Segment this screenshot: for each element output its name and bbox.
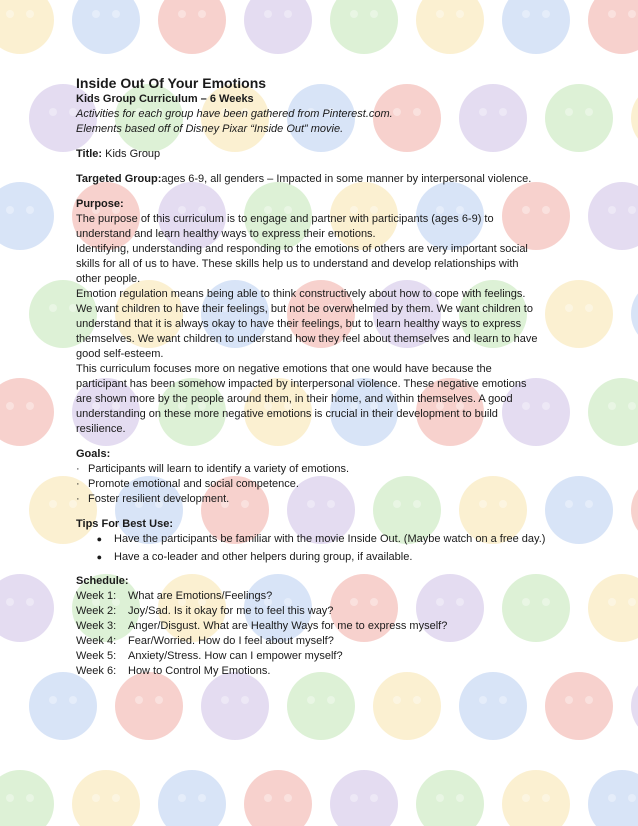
emoji-face-icon (0, 0, 54, 54)
emoji-face-icon (72, 770, 140, 826)
purpose-line: This curriculum focuses more on negative emotions that one would have because the (76, 363, 492, 375)
tip-text: Have a co-leader and other helpers during group, if available. (114, 551, 413, 563)
emoji-eye-icon (350, 10, 358, 18)
emoji-eye-icon (413, 696, 421, 704)
emoji-face-icon (631, 476, 638, 544)
emoji-eye-icon (26, 794, 34, 802)
emoji-eye-icon (178, 10, 186, 18)
schedule-row (76, 649, 576, 664)
source-note-1: Activities for each group have been gathered from Pinterest.com. (76, 108, 393, 120)
emoji-eye-icon (628, 402, 636, 410)
purpose-line: Identifying, understanding and responding to the emotions of others are very important social (76, 243, 528, 255)
bullet-dot-icon: · (76, 493, 80, 505)
goals-list (76, 462, 576, 507)
emoji-eye-icon (6, 794, 14, 802)
schedule-row (76, 589, 576, 604)
emoji-face-icon (416, 770, 484, 826)
goal-text: Promote emotional and social competence. (88, 478, 299, 490)
emoji-eye-icon (307, 696, 315, 704)
schedule-row (76, 664, 576, 679)
emoji-eye-icon (499, 696, 507, 704)
schedule-week: Week 6: (76, 665, 117, 677)
schedule-topic: Fear/Worried. How do I feel about myself? (128, 635, 334, 647)
emoji-eye-icon (608, 206, 616, 214)
purpose-line: resilience. (76, 423, 126, 435)
emoji-eye-icon (264, 794, 272, 802)
bullet-icon: ● (96, 534, 102, 544)
schedule-list (76, 589, 576, 679)
emoji-face-icon (115, 672, 183, 740)
emoji-eye-icon (198, 794, 206, 802)
emoji-eye-icon (198, 10, 206, 18)
purpose-line: understanding on these more negative emotions is crucial in their development to build (76, 408, 498, 420)
purpose-line: other people. (76, 273, 141, 285)
goal-text: Participants will learn to identify a variety of emotions. (88, 463, 350, 475)
emoji-face-icon (201, 672, 269, 740)
emoji-face-icon (158, 770, 226, 826)
emoji-eye-icon (264, 10, 272, 18)
schedule-row (76, 634, 576, 649)
emoji-face-icon (502, 770, 570, 826)
emoji-eye-icon (456, 794, 464, 802)
title-line (76, 147, 576, 162)
emoji-face-icon (588, 378, 638, 446)
emoji-eye-icon (92, 794, 100, 802)
emoji-eye-icon (112, 794, 120, 802)
schedule-row (76, 619, 576, 634)
emoji-eye-icon (585, 696, 593, 704)
emoji-eye-icon (436, 794, 444, 802)
purpose-line: skills for all of us to have. These skills help us to understand and develop relationships with (76, 258, 519, 270)
emoji-eye-icon (26, 10, 34, 18)
emoji-eye-icon (628, 10, 636, 18)
purpose-line: The purpose of this curriculum is to engage and partner with participants (ages 6-9) to (76, 213, 494, 225)
emoji-eye-icon (542, 10, 550, 18)
goal-item (76, 492, 576, 507)
document-title: Inside Out Of Your Emotions (76, 75, 267, 91)
emoji-eye-icon (221, 696, 229, 704)
emoji-eye-icon (6, 402, 14, 410)
emoji-eye-icon (565, 696, 573, 704)
schedule-topic: Joy/Sad. Is it okay for me to feel this way? (128, 605, 334, 617)
emoji-face-icon (631, 672, 638, 740)
purpose-line: themselves. We want children to understand how they feel about themselves and learn to have (76, 333, 538, 345)
emoji-face-icon (29, 672, 97, 740)
emoji-face-icon (588, 182, 638, 250)
emoji-eye-icon (112, 10, 120, 18)
emoji-eye-icon (241, 696, 249, 704)
goal-item (76, 462, 576, 477)
schedule-topic: Anxiety/Stress. How can I empower myself? (128, 650, 343, 662)
emoji-face-icon (287, 672, 355, 740)
emoji-face-icon (459, 672, 527, 740)
emoji-eye-icon (585, 304, 593, 312)
emoji-eye-icon (69, 696, 77, 704)
emoji-eye-icon (370, 794, 378, 802)
emoji-eye-icon (26, 206, 34, 214)
emoji-eye-icon (608, 10, 616, 18)
source-note-2: Elements based off of Disney Pixar “Inside Out” movie. (76, 123, 344, 135)
bullet-dot-icon: · (76, 478, 80, 490)
emoji-eye-icon (522, 10, 530, 18)
emoji-eye-icon (92, 10, 100, 18)
emoji-eye-icon (135, 696, 143, 704)
purpose-line: participant has been somehow impacted by interpersonal violence. These negative emotions (76, 378, 527, 390)
bullet-icon: ● (96, 552, 102, 562)
targeted-group-line (76, 172, 576, 187)
emoji-face-icon (588, 0, 638, 54)
goal-item (76, 477, 576, 492)
emoji-face-icon (0, 378, 54, 446)
document-subtitle: Kids Group Curriculum – 6 Weeks (76, 93, 254, 105)
emoji-eye-icon (608, 598, 616, 606)
emoji-eye-icon (26, 598, 34, 606)
schedule-week: Week 3: (76, 620, 117, 632)
title-label: Title: (76, 148, 103, 160)
emoji-eye-icon (284, 10, 292, 18)
schedule-row (76, 604, 576, 619)
schedule-topic: How to Control My Emotions. (128, 665, 271, 677)
emoji-eye-icon (522, 794, 530, 802)
emoji-eye-icon (49, 696, 57, 704)
emoji-eye-icon (393, 696, 401, 704)
purpose-line: understand and learn healthy ways to express their emotions. (76, 228, 376, 240)
goals-heading: Goals: (76, 448, 111, 460)
emoji-eye-icon (49, 108, 57, 116)
purpose-heading: Purpose: (76, 198, 124, 210)
schedule-week: Week 4: (76, 635, 117, 647)
schedule-topic: What are Emotions/Feelings? (128, 590, 273, 602)
emoji-eye-icon (6, 206, 14, 214)
emoji-face-icon (244, 770, 312, 826)
emoji-eye-icon (628, 794, 636, 802)
emoji-eye-icon (350, 794, 358, 802)
emoji-face-icon (631, 84, 638, 152)
purpose-line: We want children to have their feelings, but not be overwhelmed by them. We want children to (76, 303, 533, 315)
emoji-face-icon (373, 672, 441, 740)
schedule-heading: Schedule: (76, 575, 129, 587)
purpose-line: good self-esteem. (76, 348, 164, 360)
emoji-face-icon (0, 574, 54, 642)
emoji-eye-icon (6, 598, 14, 606)
emoji-eye-icon (436, 10, 444, 18)
emoji-eye-icon (370, 10, 378, 18)
purpose-line: Emotion regulation means being able to think constructively about how to cope with feelings. (76, 288, 526, 300)
emoji-eye-icon (155, 696, 163, 704)
schedule-week: Week 2: (76, 605, 117, 617)
emoji-face-icon (588, 574, 638, 642)
emoji-face-icon (502, 0, 570, 54)
tip-item (76, 550, 576, 565)
schedule-week: Week 1: (76, 590, 117, 602)
emoji-eye-icon (628, 598, 636, 606)
emoji-eye-icon (49, 304, 57, 312)
purpose-line: understand that it is always okay to have their feelings, but to learn healthy ways to express (76, 318, 522, 330)
emoji-eye-icon (327, 696, 335, 704)
emoji-eye-icon (585, 500, 593, 508)
targeted-group-value: ages 6-9, all genders – Impacted in some manner by interpersonal violence. (161, 173, 532, 185)
emoji-eye-icon (585, 108, 593, 116)
emoji-eye-icon (178, 794, 186, 802)
tip-item (76, 532, 576, 547)
emoji-eye-icon (456, 10, 464, 18)
emoji-eye-icon (608, 402, 616, 410)
emoji-eye-icon (628, 206, 636, 214)
schedule-week: Week 5: (76, 650, 117, 662)
emoji-face-icon (416, 0, 484, 54)
tips-list (76, 532, 576, 565)
emoji-face-icon (631, 280, 638, 348)
emoji-eye-icon (49, 500, 57, 508)
purpose-line: are shown more by the people around them, in their home, and within themselves. A good (76, 393, 513, 405)
emoji-face-icon (330, 0, 398, 54)
emoji-eye-icon (6, 10, 14, 18)
emoji-face-icon (0, 182, 54, 250)
emoji-eye-icon (26, 402, 34, 410)
emoji-face-icon (330, 770, 398, 826)
purpose-section (76, 212, 576, 437)
emoji-eye-icon (542, 794, 550, 802)
goal-text: Foster resilient development. (88, 493, 230, 505)
emoji-face-icon (72, 0, 140, 54)
targeted-group-label: Targeted Group: (76, 173, 162, 185)
emoji-eye-icon (284, 794, 292, 802)
emoji-face-icon (545, 672, 613, 740)
document-body (76, 74, 576, 679)
schedule-topic: Anger/Disgust. What are Healthy Ways for me to express myself? (128, 620, 448, 632)
emoji-eye-icon (479, 696, 487, 704)
tips-heading: Tips For Best Use: (76, 518, 173, 530)
emoji-face-icon (244, 0, 312, 54)
bullet-dot-icon: · (76, 463, 80, 475)
emoji-eye-icon (608, 794, 616, 802)
tip-text: Have the participants be familiar with the movie Inside Out. (Maybe watch on a free day.) (114, 533, 546, 545)
title-value: Kids Group (105, 148, 161, 160)
emoji-face-icon (158, 0, 226, 54)
